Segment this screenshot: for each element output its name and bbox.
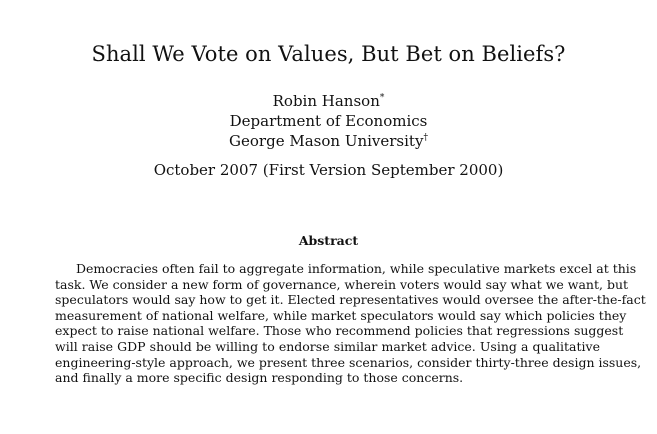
author-university: George Mason University — [229, 132, 424, 150]
abstract-line: will raise GDP should be willing to endorse similar market advice. Using a qualitative — [55, 338, 600, 354]
abstract-line: expect to raise national welfare. Those who recommend policies that regressions suggest — [55, 323, 624, 339]
author-name-line — [0, 91, 657, 111]
author-footnote-mark: * — [379, 93, 385, 103]
author-department: Department of Economics — [229, 112, 428, 130]
abstract-heading: Abstract — [298, 233, 359, 248]
author-name: Robin Hanson — [272, 92, 380, 110]
abstract-line: Democracies often fail to aggregate information, while speculative markets excel at this — [76, 261, 637, 276]
paper-date: October 2007 (First Version September 2000) — [153, 161, 504, 179]
abstract-line: speculators would say how to get it. Elected representatives would oversee the after-the-fact — [55, 292, 646, 308]
university-footnote-mark: † — [423, 133, 428, 143]
abstract-line: measurement of national welfare, while market speculators would say which policies they — [55, 307, 627, 323]
abstract-line: task. We consider a new form of governance, wherein voters would say what we want, but — [55, 276, 629, 292]
abstract-body — [55, 261, 646, 386]
author-university-line — [0, 131, 657, 151]
abstract-line: engineering-style approach, we present three scenarios, consider thirty-three design issues, — [55, 354, 642, 370]
author-block — [0, 91, 657, 151]
paper-title: Shall We Vote on Values, But Bet on Beliefs? — [91, 42, 566, 66]
abstract-line: and finally a more specific design responding to those concerns. — [55, 370, 464, 386]
